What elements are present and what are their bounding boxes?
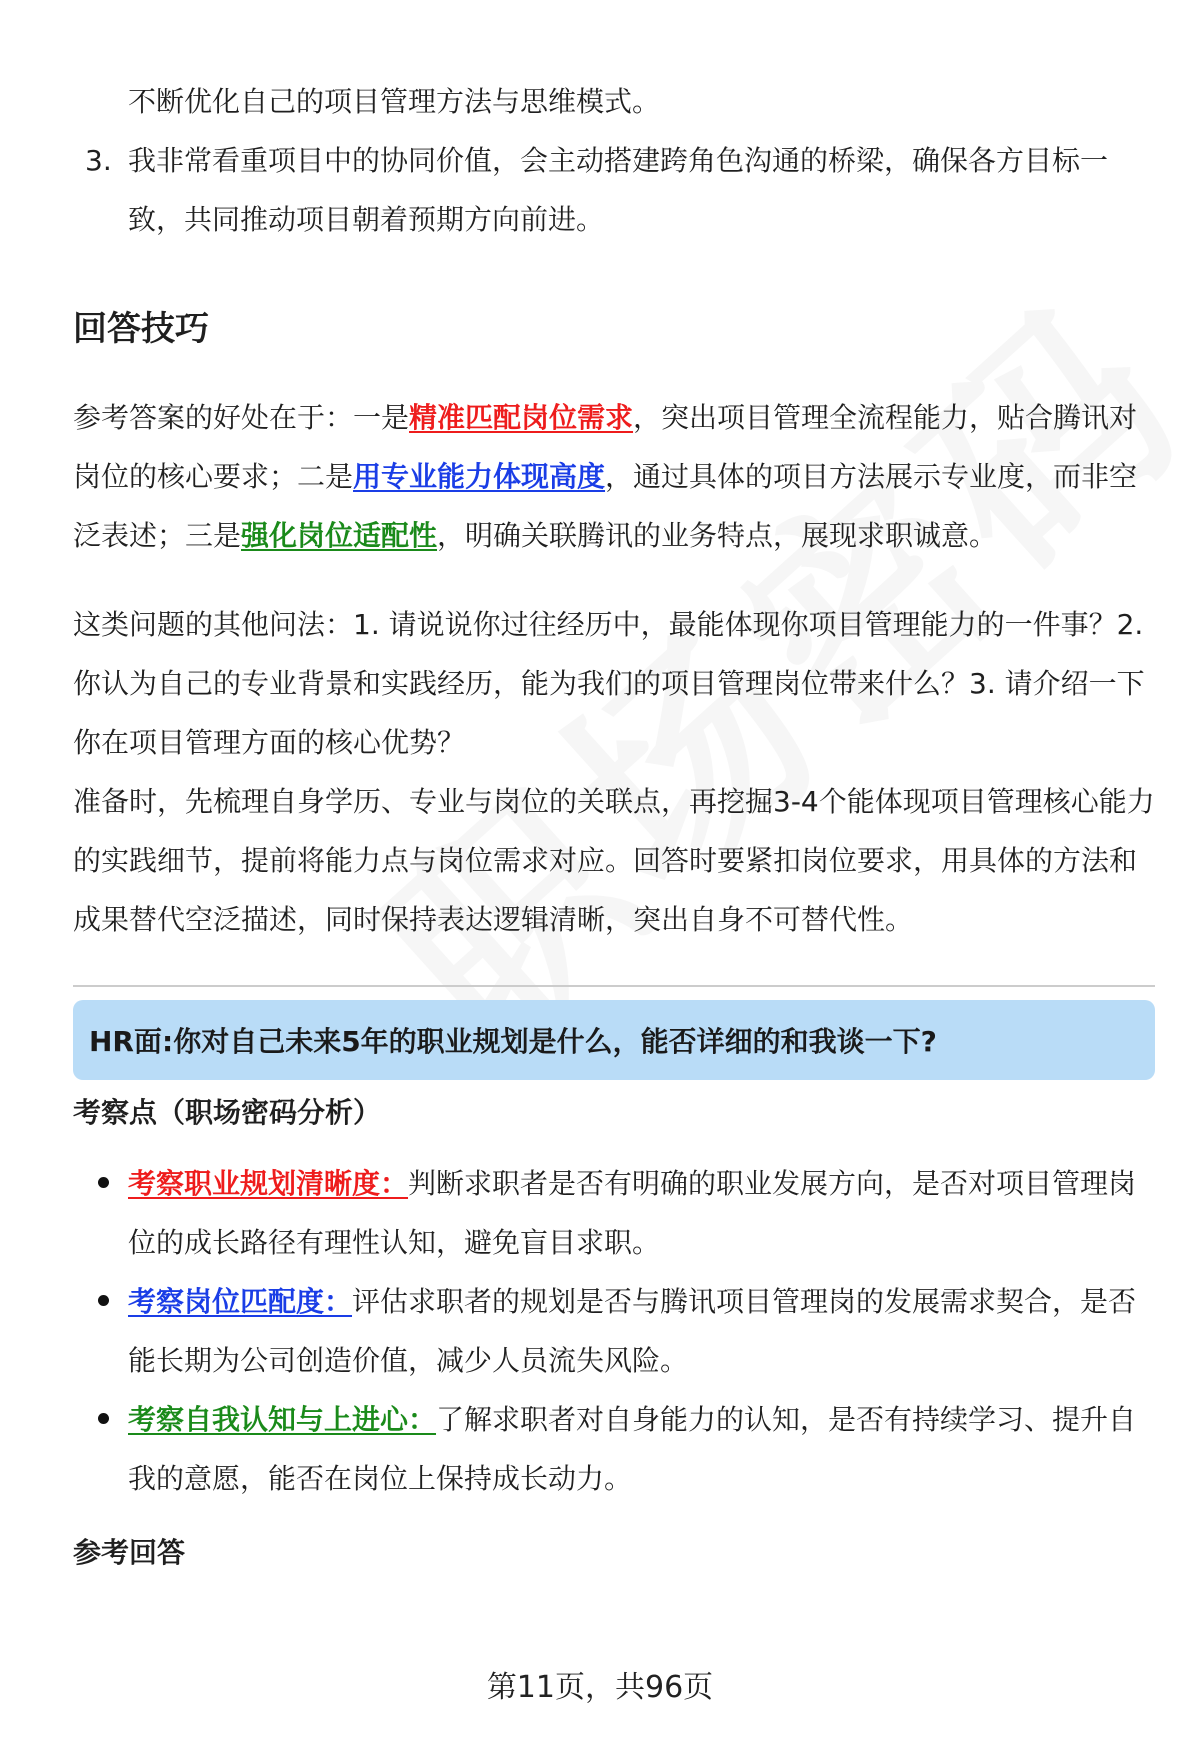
section-heading-tips: 回答技巧: [73, 309, 209, 349]
reference-answer-heading: 参考回答: [73, 1536, 186, 1569]
exam-point-item: [73, 1272, 1155, 1390]
bullet-icon: [98, 1413, 109, 1424]
tips-text: 参考答案的好处在于：一是: [73, 401, 410, 434]
tips-paragraph-2: 这类问题的其他问法：1. 请说说你过往经历中，最能体现你项目管理能力的一件事？2. 你认为自己的专业背景和实践经历，能为我们的项目管理岗位带来什么？3. 请介绍一下你在项目管理方面的核心优势？: [73, 608, 1145, 759]
highlight-blue: 用专业能力体现高度: [353, 460, 606, 493]
bullet-icon: [98, 1295, 109, 1306]
highlight-red: 精准匹配岗位需求: [409, 401, 634, 434]
exam-point-item: [73, 1154, 1155, 1272]
list-item-text: 不断优化自己的项目管理方法与思维模式。: [128, 85, 661, 118]
list-number: 3.: [85, 144, 112, 177]
exam-points-heading: 考察点（职场密码分析）: [73, 1096, 382, 1129]
tips-text: ，突出项目管理全流程能力，贴合腾讯对岗位的核心要求；二是: [73, 401, 1138, 493]
exam-point-label: 考察岗位匹配度：: [128, 1285, 353, 1318]
exam-point-label: 考察职业规划清晰度：: [128, 1167, 409, 1200]
list-item: [73, 72, 1155, 131]
page-content: [73, 72, 1155, 1578]
bullet-icon: [98, 1177, 109, 1188]
question-title: HR面:你对自己未来5年的职业规划是什么，能否详细的和我谈一下?: [89, 1025, 937, 1058]
highlight-green: 强化岗位适配性: [241, 519, 438, 552]
tips-text: ，明确关联腾讯的业务特点，展现求职诚意。: [437, 519, 998, 552]
exam-point-item: [73, 1390, 1155, 1508]
exam-point-text: 判断求职者是否有明确的职业发展方向，是否对项目管理岗位的成长路径有理性认知，避免盲目求职。: [128, 1167, 1137, 1259]
exam-point-text: 了解求职者对自身能力的认知，是否有持续学习、提升自我的意愿，能否在岗位上保持成长动力。: [128, 1403, 1137, 1495]
tips-paragraph-1: [73, 388, 1155, 565]
tips-text: ，通过具体的项目方法展示专业度，而非空泛表述；三是: [73, 460, 1138, 552]
page-footer: 第11页，共96页: [486, 1670, 714, 1705]
exam-point-text: 评估求职者的规划是否与腾讯项目管理岗的发展需求契合，是否能长期为公司创造价值，减少人员流失风险。: [128, 1285, 1137, 1377]
list-item-text: 我非常看重项目中的协同价值，会主动搭建跨角色沟通的桥梁，确保各方目标一致，共同推动项目朝着预期方向前进。: [128, 144, 1109, 236]
question-box: [73, 1000, 1155, 1080]
exam-point-label: 考察自我认知与上进心：: [128, 1403, 437, 1436]
tips-paragraph-3: 准备时，先梳理自身学历、专业与岗位的关联点，再挖掘3-4个能体现项目管理核心能力的实践细节，提前将能力点与岗位需求对应。回答时要紧扣岗位要求，用具体的方法和成果替代空泛描述，同时保持表达逻辑清晰，突出自身不可替代性。: [73, 785, 1155, 936]
list-item: [73, 131, 1155, 249]
